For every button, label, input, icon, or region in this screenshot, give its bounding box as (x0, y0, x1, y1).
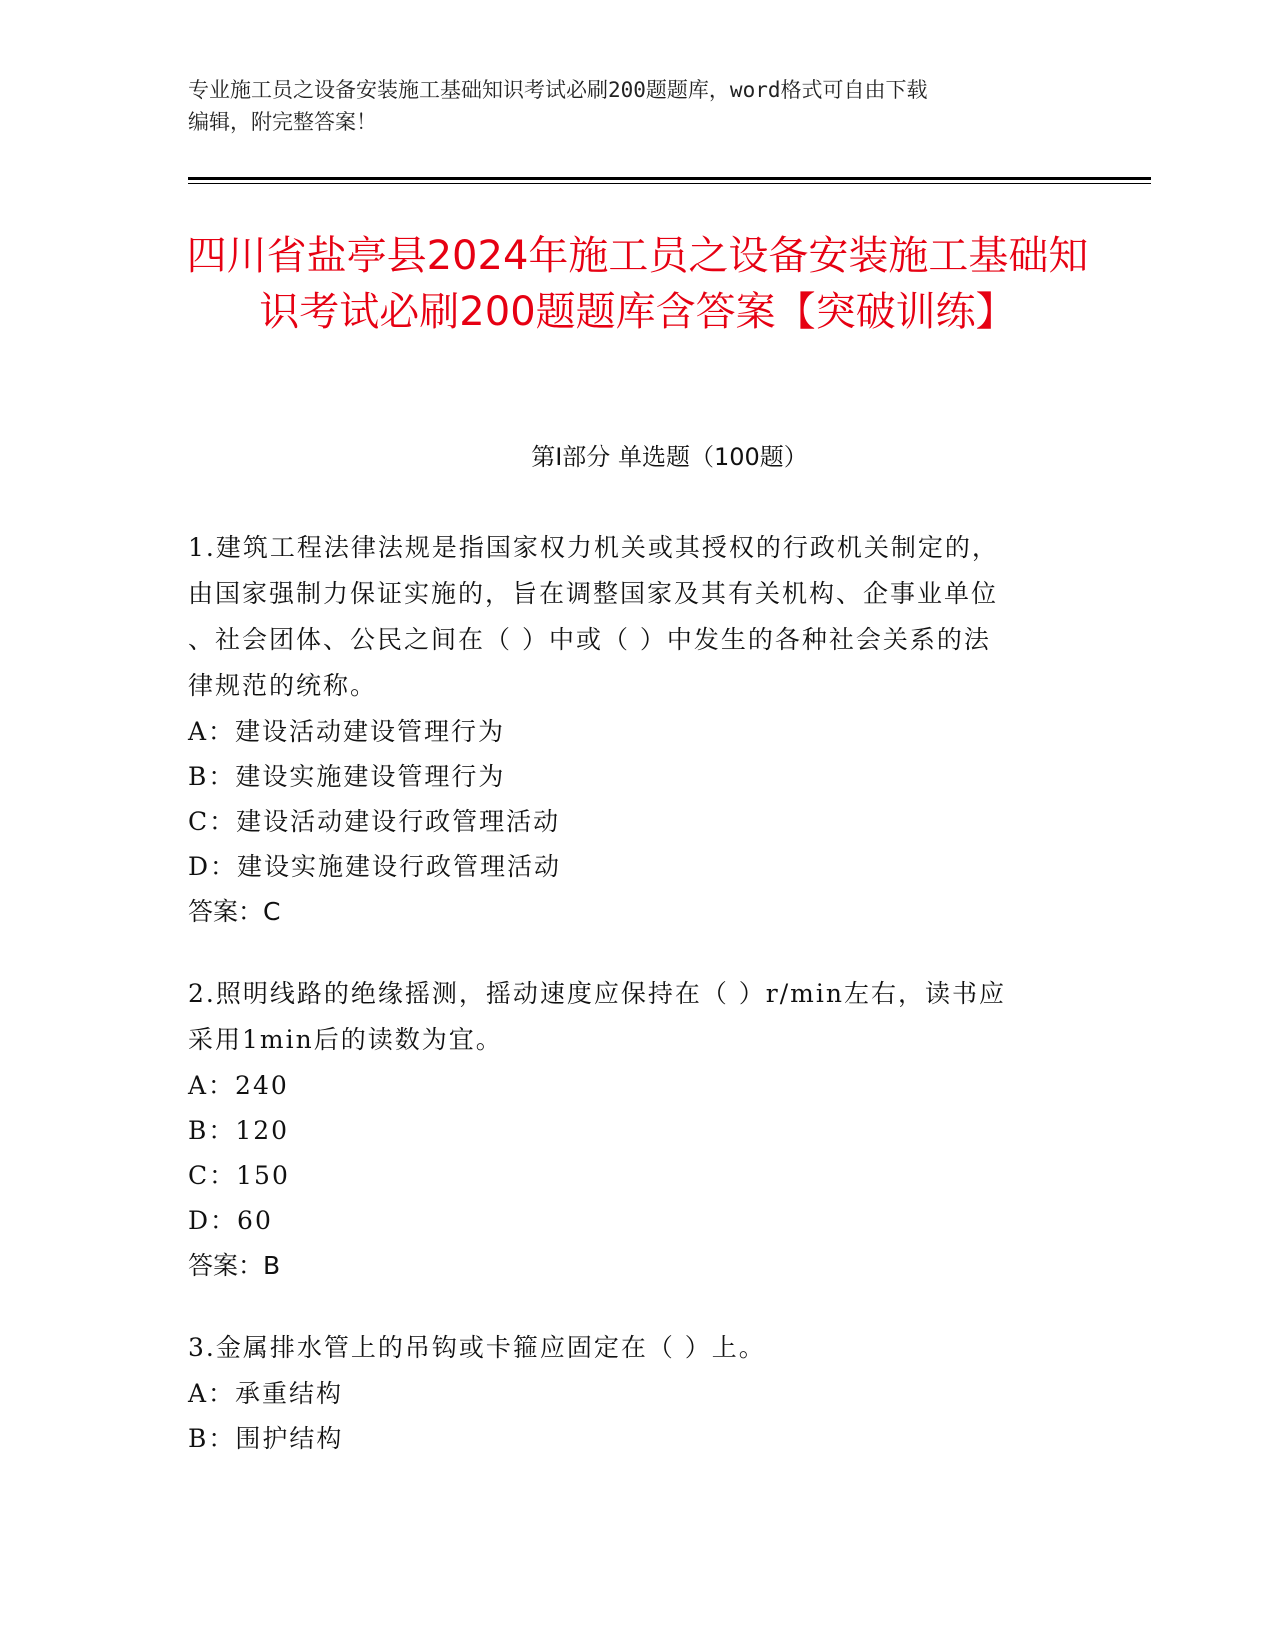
header-note (188, 74, 1068, 138)
option-a: A：240 (188, 1071, 289, 1100)
option-c: C：建设活动建设行政管理活动 (188, 807, 561, 836)
option-c: C：150 (188, 1161, 290, 1190)
header-note-line-1: 专业施工员之设备安装施工基础知识考试必刷200题题库，word格式可自由下载 (188, 78, 928, 102)
question-list (188, 525, 1068, 1497)
document-title: 四川省盐亭县2024年施工员之设备安装施工基础知识考试必刷200题题库含答案【突破训练】 (186, 233, 1089, 335)
answer-label: 答案：B (188, 1251, 281, 1280)
question-stem-line: 2.照明线路的绝缘摇测，摇动速度应保持在（ ）r/min左右，读书应 (188, 979, 1006, 1008)
header-note-line-2: 编辑，附完整答案！ (188, 110, 377, 134)
option-d: D：60 (188, 1206, 273, 1235)
option-a: A：承重结构 (188, 1379, 344, 1408)
question-1 (188, 525, 1068, 935)
header-divider-thin (188, 183, 1151, 184)
option-b: B：建设实施建设管理行为 (188, 762, 506, 791)
question-stem-line: 1.建筑工程法律法规是指国家权力机关或其授权的行政机关制定的， (188, 533, 999, 562)
question-2 (188, 971, 1068, 1289)
option-a: A：建设活动建设管理行为 (188, 717, 506, 746)
question-stem-line: 律规范的统称。 (188, 671, 378, 700)
option-b: B：120 (188, 1116, 290, 1145)
option-d: D：建设实施建设行政管理活动 (188, 852, 562, 881)
option-b: B：围护结构 (188, 1424, 344, 1453)
section-heading: 第Ⅰ部分 单选题（100题） (531, 443, 808, 471)
question-stem-line: 采用1min后的读数为宜。 (188, 1025, 503, 1054)
question-3 (188, 1325, 1068, 1461)
header-divider-thick (188, 177, 1151, 180)
answer-label: 答案：C (188, 897, 281, 926)
question-stem-line: 、社会团体、公民之间在（ ）中或（ ）中发生的各种社会关系的法 (188, 625, 991, 654)
question-stem-line: 由国家强制力保证实施的，旨在调整国家及其有关机构、企事业单位 (188, 579, 999, 608)
question-stem-line: 3.金属排水管上的吊钩或卡箍应固定在（ ）上。 (188, 1333, 766, 1362)
